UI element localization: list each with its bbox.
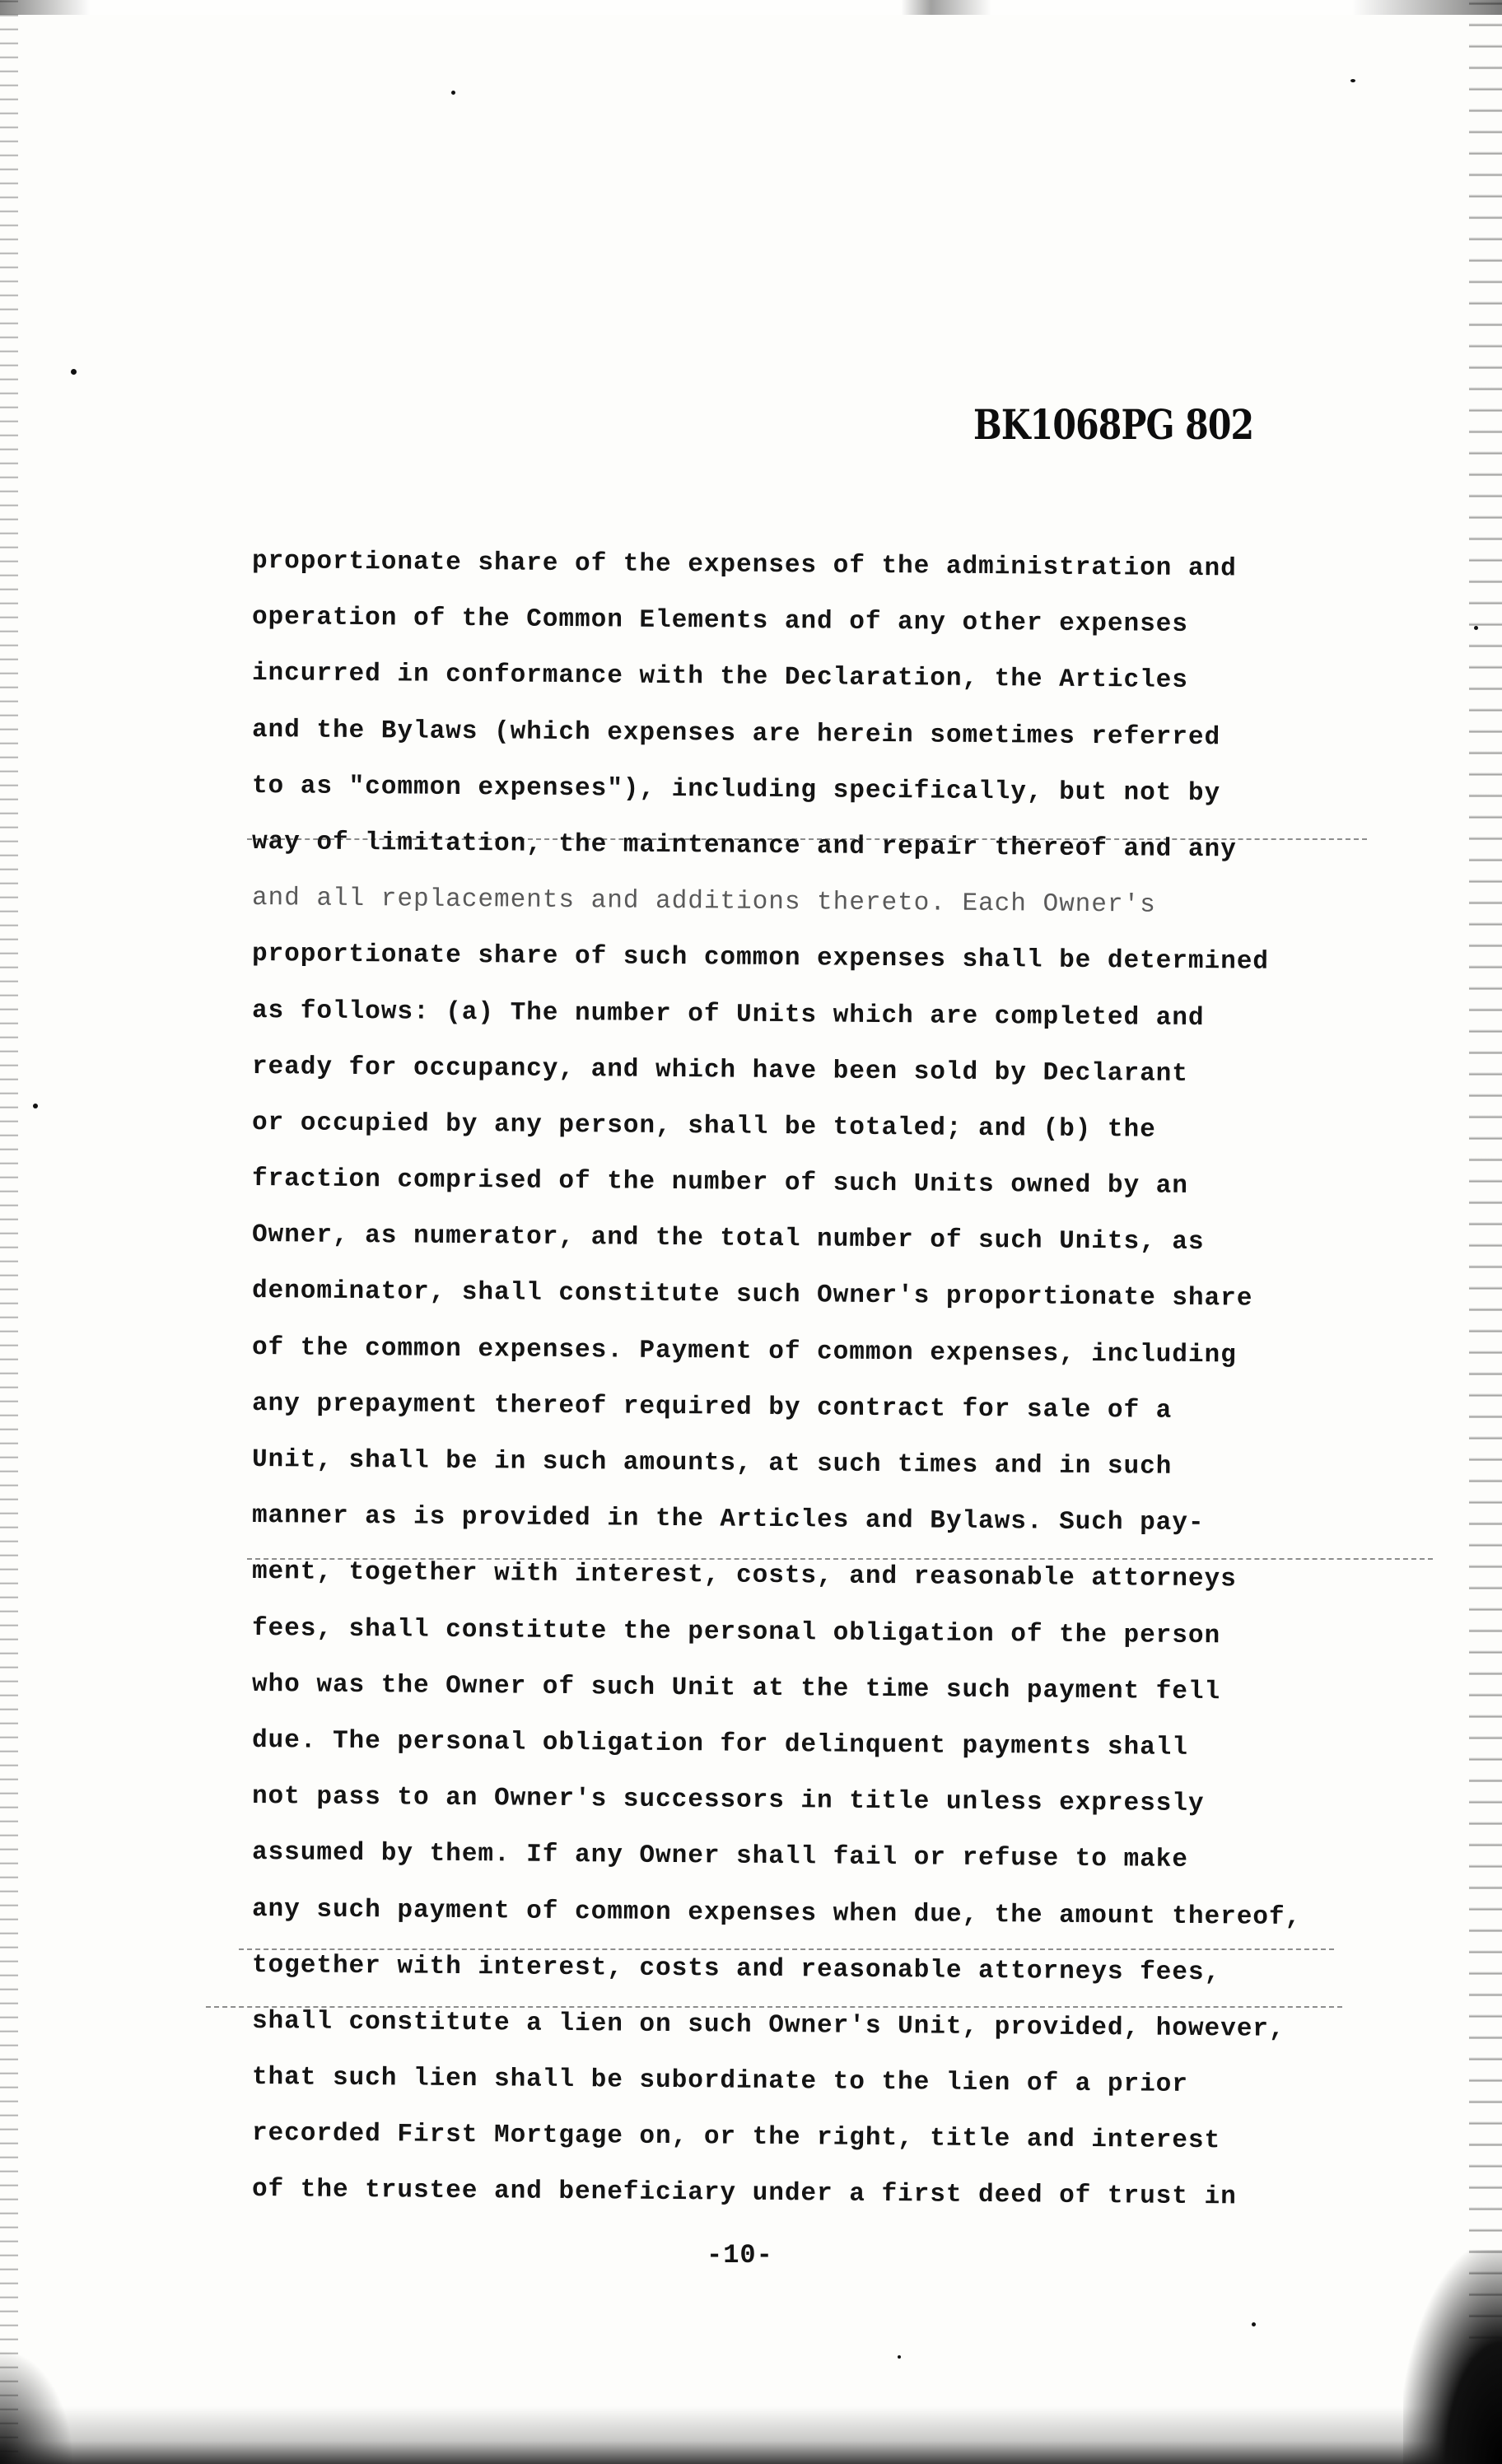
body-line: Unit, shall be in such amounts, at such times and in such — [251, 1445, 1173, 1482]
body-line: any prepayment thereof required by contract for sale of a — [251, 1388, 1173, 1426]
body-line: ment, together with interest, costs, and reasonable attorneys — [251, 1557, 1237, 1594]
body-line: manner as is provided in the Articles and Bylaws. Such pay- — [251, 1501, 1205, 1538]
body-line: who was the Owner of such Unit at the time such payment fell — [251, 1669, 1221, 1706]
body-line: ready for occupancy, and which have been sold by Declarant — [251, 1052, 1189, 1089]
scan-edge-bottom — [0, 2406, 1502, 2464]
scan-speck — [1252, 2322, 1256, 2326]
scan-speck — [71, 369, 77, 375]
scan-speck — [1350, 79, 1355, 82]
body-line: proportionate share of the expenses of the administration and — [251, 547, 1237, 584]
scan-edge-left — [0, 0, 18, 2464]
body-line: fraction comprised of the number of such Units owned by an — [251, 1164, 1189, 1201]
document-body — [252, 534, 1347, 2219]
scan-edge-top — [0, 0, 1502, 15]
scan-edge-right — [1469, 0, 1502, 2464]
body-line: way of limitation, the maintenance and repair thereof and any — [251, 827, 1237, 865]
body-line: assumed by them. If any Owner shall fail or refuse to make — [251, 1838, 1189, 1875]
scan-speck — [33, 1104, 38, 1108]
scan-shadow-corner — [0, 2349, 74, 2464]
body-line: of the common expenses. Payment of common expenses, including — [251, 1332, 1237, 1370]
page-number: -10- — [707, 2240, 773, 2270]
book-page-stamp: BK1068PG 802 — [973, 400, 1254, 449]
body-line: any such payment of common expenses when due, the amount thereof, — [251, 1894, 1302, 1932]
scan-speck — [898, 2355, 901, 2359]
body-line: to as "common expenses"), including specifically, but not by — [251, 771, 1221, 808]
body-line: and all replacements and additions thereto. Each Owner's — [251, 884, 1156, 920]
scan-speck — [451, 91, 455, 95]
body-line: or occupied by any person, shall be totaled; and (b) the — [251, 1108, 1156, 1145]
body-line: shall constitute a lien on such Owner's Unit, provided, however, — [251, 2006, 1285, 2044]
body-line: recorded First Mortgage on, or the right, title and interest — [251, 2119, 1221, 2156]
body-line: fees, shall constitute the personal obligation of the person — [251, 1613, 1221, 1650]
body-line: proportionate share of such common expenses shall be determined — [251, 940, 1270, 978]
scan-speck — [1474, 626, 1478, 630]
body-line: together with interest, costs and reasonable attorneys fees, — [251, 1950, 1221, 1987]
body-line: of the trustee and beneficiary under a first deed of trust in — [251, 2175, 1237, 2212]
scan-shadow-corner — [1403, 2250, 1502, 2464]
body-line: and the Bylaws (which expenses are herein sometimes referred — [251, 715, 1221, 752]
body-line: operation of the Common Elements and of any other expenses — [251, 603, 1189, 640]
body-line: denominator, shall constitute such Owner's proportionate share — [251, 1276, 1253, 1314]
body-line: incurred in conformance with the Declaration, the Articles — [251, 659, 1189, 696]
body-line: that such lien shall be subordinate to the lien of a prior — [251, 2063, 1189, 2099]
body-line: not pass to an Owner's successors in title unless expressly — [251, 1782, 1205, 1819]
body-line: Owner, as numerator, and the total number of such Units, as — [251, 1220, 1205, 1258]
body-line: due. The personal obligation for delinquent payments shall — [251, 1725, 1189, 1762]
body-line: as follows: (a) The number of Units which are completed and — [251, 996, 1205, 1033]
